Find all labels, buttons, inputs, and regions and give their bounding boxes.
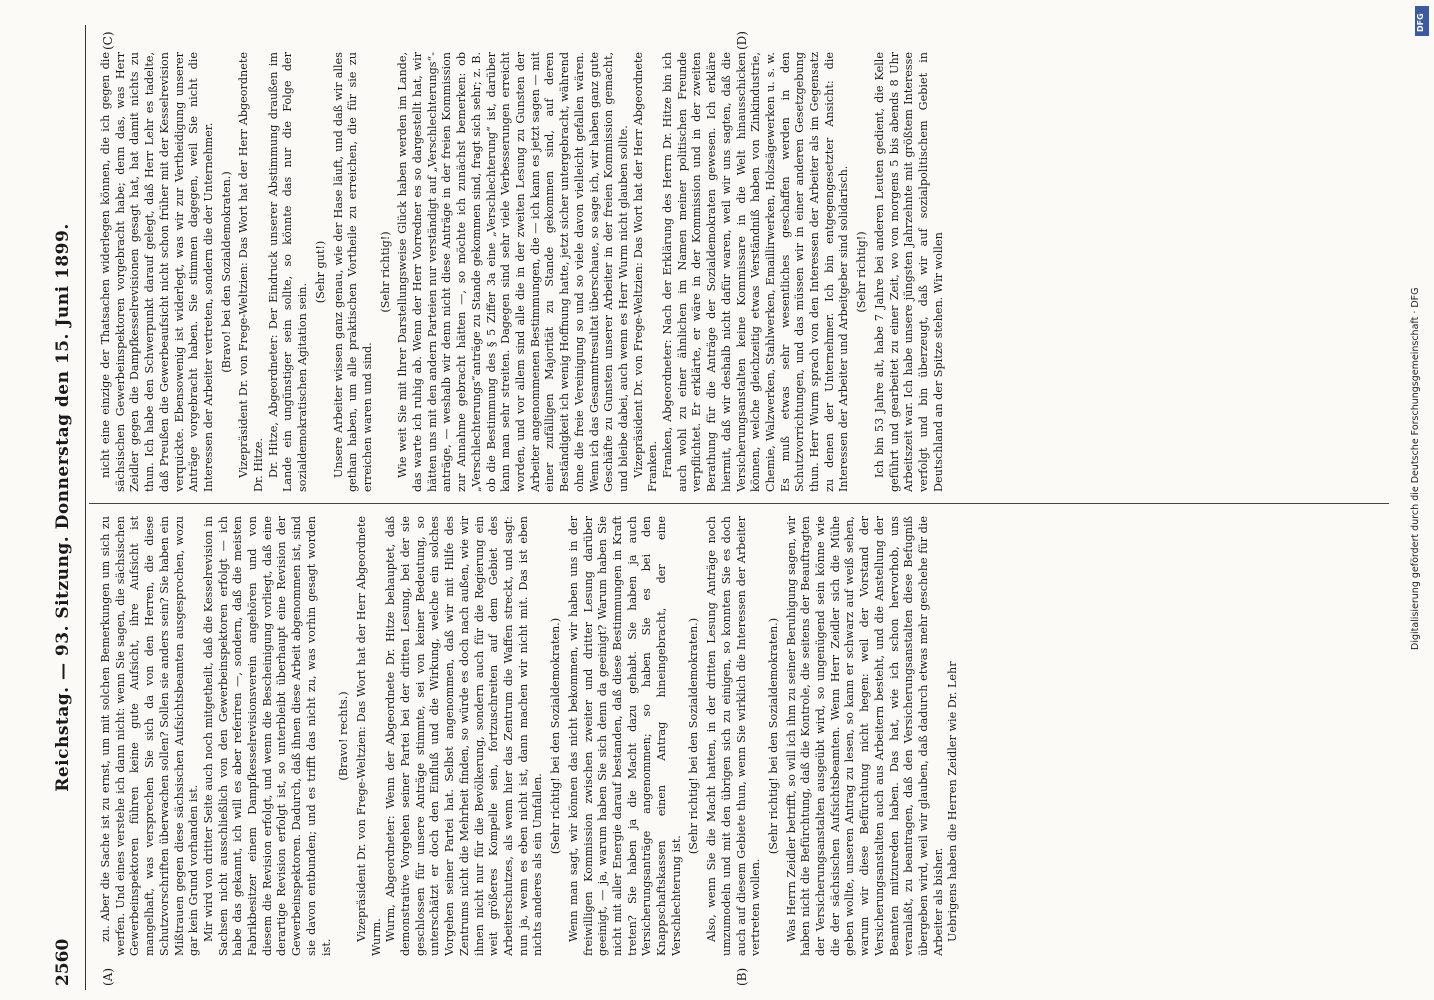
running-head: [45, 25, 86, 990]
paragraph: Wie weit Sie mit Ihrer Darstellungsweise Glück haben werden im Lande, das warte ich ruhig ab. Wenn der Herr Vorredner es so dargestellt hat, wir hätten uns mit den andern Parteien nur verständigt auf „Verschlechterungs“-anträge, — weshalb wir denn nicht diese Anträge in der freien Kommission zur Annahme gebracht hätten —, so möchte ich zunächst bemerken: ob „Verschlechterungs“anträge zu Stande gekommen sind, fragt sich sehr; z. B. ob die Bestimmung des § 5 Ziffer 3a eine „Verschlechterung“ ist, darüber kann man sehr streiten. Dagegen sind sehr viele Verbesserungen erreicht worden, und vor allem sind alle die in der zweiten Lesung zu Gunsten der Arbeiter angenommenen Bestimmungen, die — ich kann es jetzt sagen — mit einer zufälligen Majorität zu Stande gekommen sind, auf deren Beständigkeit ich wenig Hoffnung hatte, jetzt sicher untergebracht, während ohne die freie Vereinigung so und so viele davon vielleicht gefallen wären. Wenn ich das Gesammtresultat überschaue, so sage ich, wir haben ganz gute Geschäfte zu Gunsten unserer Arbeiter in der freien Kommission gemacht, und bleibe dabei, auch wenn es Herr Wurm nicht glauben sollte.: [396, 52, 630, 492]
paragraph: Franken, Abgeordneter: Nach der Erklärung des Herrn Dr. Hitze bin ich auch wohl zu einer ähnlichen im Namen meiner politischen Freunde verpflichtet. Er erklärte, er wäre in der Kommission und in der zweiten Berathung für die Anträge der Sozialdemokraten gewesen. Ich erkläre hiermit, daß wir deshalb nicht dafür waren, weil wir uns sagten, daß die Versicherungsanstalten keine Kommissare in die Welt hinausschicken können, welche gleichzeitig etwas Verständniß haben von Zinkindustrie, Chemie, Walzwerken, Stahlwerken, Emaillirwerken, Holzsägewerken u. s. w. Es muß etwas sehr wesentliches geschaffen werden in den Schutzvorrichtungen, und das müssen wir in einer anderen Gesetzgebung thun. Herr Wurm sprach von den Interessen der Arbeiter als im Gegensatz zu denen der Unternehmer. Ich bin entgegengesetzter Ansicht: die Interessen der Arbeiter und Arbeitgeber sind solidarisch.: [661, 52, 851, 492]
margin-mark-d: (D): [735, 31, 749, 50]
paragraph: Was Herrn Zeidler betrifft, so will ich ihm zu seiner Beruhigung sagen, wir haben nicht die Befürchtung, daß die Kontrole, die seitens der Beauftragten der Versicherungsanstalten ausgeübt wird, so ungenügend sein könne wie die der sächsischen Aufsichtsbeamten. Wenn Herr Zeidler sich die Mühe geben wollte, unseren Antrag zu lesen, so kann er schwarz auf weiß sehen, warum wir diese Befürchtung nicht hegen: weil der Vorstand der Versicherungsanstalten auch aus Arbeitern besteht, und die Anstellung der Beamten mitzureden haben. Das hat, wie ich schon hervorhob, uns veranlaßt, zu beantragen, daß den Versicherungsanstalten diese Befugniß übergeben wird, weil wir glauben, daß dadurch etwas mehr geschehe für die Arbeiter als bisher.: [784, 516, 945, 956]
paragraph: Vizepräsident Dr. von Frege-Weltzien: Das Wort hat der Herr Abgeordnete Wurm.: [354, 516, 383, 956]
interjection: (Sehr richtig!): [855, 231, 869, 313]
paragraph: zu. Aber die Sache ist zu ernst, um mit solchen Bemerkungen um sich zu werfen. Und eines verstehe ich dann nicht: wenn Sie sagen, die sächsischen Gewerbeinspektoren führen keine gute Aufsicht, ihre Aufsicht ist mangelhaft, was versprechen Sie sich da von den Herren, die diese Schutzvorschriften überwachen sollen? Sollen sie anders sein? Sie haben ein Mißtrauen gegen diese sächsischen Aufsichtsbeamten ausgesprochen, wozu gar kein Grund vorhanden ist.: [99, 516, 201, 956]
column-divider: [89, 503, 1389, 504]
rotated-sheet: [45, 25, 1405, 990]
digitization-credit: [1410, 10, 1430, 990]
paragraph: Mir wird von dritter Seite auch noch mitgetheilt, daß die Kesselrevision in Sachsen nicht ausschließlich von den Gewerbeinspektoren erfolgt — ich habe das gekannt, ich will es aber referiren —, sondern, daß die meisten Fabrikbesitzer einem Dampfkesselrevisionsverein angehören und von diesem die Revision erfolgt, und wenn die Bescheinigung vorliegt, daß eine derartige Revision erfolgt ist, so unterbleibt überhaupt eine Revision der Gewerbeinspektoren. Dadurch, daß ihnen diese Arbeit abgenommen ist, sind sie davon entbunden; und es trifft das nicht zu, was vorhin gesagt worden ist.: [201, 516, 333, 956]
paragraph: Ich bin 53 Jahre alt, habe 7 Jahre bei anderen Leuten gedient, die Kelle geführt und gearbeitet zu einer Zeit, wo von morgens 5 bis abends 8 Uhr Arbeitszeit war. Ich habe unsere jüngsten Jahrzehnte mit größtem Interesse verfolgt und bin überzeugt, daß wir auf sozialpolitischem Gebiet in Deutschland an der Spitze stehen. Wir wollen: [872, 52, 945, 492]
right-text-column: [99, 52, 1389, 492]
paragraph: Uebrigens haben die Herren Zeidler wie Dr. Lehr: [946, 661, 960, 942]
paragraph: Wenn man sagt, wir können das nicht bekommen, wir haben uns in der freiwilligen Kommission zwischen zweiter und dritter Lesung darüber geeinigt, — ja, warum haben Sie sich denn da geeinigt? Warum haben Sie nicht mit aller Energie darauf bestanden, daß diese Bestimmungen in Kraft treten? Sie haben ja die Macht dazu gehabt. Sie haben ja auch Versicherungsanträge angenommen; so haben Sie es bei den Knappschaftskassen einen Antrag hineingebracht, der eine Verschlechterung ist.: [566, 516, 683, 956]
dfg-logo-text: DFG: [1416, 13, 1425, 32]
interjection: (Sehr richtig! bei den Sozialdemokraten.): [549, 617, 563, 855]
interjection: (Sehr richtig! bei den Sozialdemokraten.): [766, 617, 780, 855]
margin-mark-c: (C): [101, 31, 115, 50]
credit-text: Digitalisierung gefördert durch die Deutsche Forschungsgemeinschaft · DFG: [1410, 287, 1421, 650]
paragraph: Also, wenn Sie die Macht hatten, in der dritten Lesung Anträge noch umzumodeln und mit den übrigen sich zu einigen, so konnten Sie es doch auch auf diesem Gebiete thun, wenn Sie wirklich die Interessen der Arbeiter vertreten wollen.: [705, 516, 763, 956]
interjection: (Bravo! rechts.): [337, 691, 351, 781]
page-title: Reichstag. — 93. Sitzung. Donnerstag den 15. Juni 1899.: [53, 223, 73, 792]
paragraph: Unsere Arbeiter wissen ganz genau, wie der Hase läuft, und daß wir alles gethan haben, um alle praktischen Vortheile zu erreichen, die für sie zu erreichen waren und sind.: [331, 52, 374, 492]
margin-mark-b: (B): [735, 967, 749, 986]
paragraph: Vizepräsident Dr. von Frege-Weltzien: Das Wort hat der Herr Abgeordnete Franken.: [631, 52, 660, 492]
paragraph: Wurm, Abgeordneter: Wenn der Abgeordnete Dr. Hitze behauptet, daß demonstrative Vorgehen seiner Partei bei der dritten Lesung, bei der sie geschlossen für unsere Anträge stimmte, sei von keiner Bedeutung, so unterschätzt er doch den Einfluß und die Wirkung, welche ein solches Vorgehen seiner Partei hat. Selbst angenommen, daß wir mit Hilfe des Zentrums nicht die Mehrheit finden, so würde es doch nach außen, wie wir ihnen nicht nur für die Bevölkerung, sondern auch für die Regierung ein weit größeres Kompelle sein, fortzuschreiten auf dem Gebiet des Arbeiterschutzes, als wenn hier das Zentrum die Waffen streckt, und sagt: nun ja, wenn es eben nicht ist, dann machen wir nicht mit. Das ist eben nichts anderes als ein Umfallen.: [384, 516, 545, 956]
margin-mark-a: (A): [101, 967, 115, 986]
interjection: (Sehr richtig!): [378, 231, 392, 313]
left-text-column: [99, 516, 1389, 956]
interjection: (Sehr gut!): [313, 240, 327, 304]
paragraph: nicht eine einzige der Thatsachen widerlegen können, die ich gegen die sächsischen Gewerbeinspektoren vorgebracht habe; denn das, was Herr Zeidler gegen die Dampfkesselrevisionen gesagt hat, hat damit nichts zu thun. Ich habe den Schwerpunkt darauf gelegt, daß Herr Lehr es tadelte, daß Preußen die Gewerbeaufsicht nicht schon früher mit der Kesselrevision verquickte. Ebensowenig ist widerlegt, was wir zur Vertheidigung unserer Anträge vorgebracht haben. Sie stimmen dagegen, weil Sie nicht die Interessen der Arbeiter vertreten, sondern die der Unternehmer.: [99, 52, 215, 492]
interjection: (Bravo! bei den Sozialdemokraten.): [219, 171, 233, 373]
page-number: 2560: [53, 938, 73, 986]
paragraph: Vizepräsident Dr. von Frege-Weltzien: Das Wort hat der Herr Abgeordnete Dr. Hitze.: [237, 52, 266, 492]
interjection: (Sehr richtig! bei den Sozialdemokraten.): [687, 617, 701, 855]
dfg-logo: [1415, 6, 1429, 36]
paragraph: Dr. Hitze, Abgeordneter: Der Eindruck unserer Abstimmung draußen im Lande ein ungünstiger sein sollte, so könnte das nur die Folge der sozialdemokratischen Agitation sein.: [266, 52, 310, 492]
